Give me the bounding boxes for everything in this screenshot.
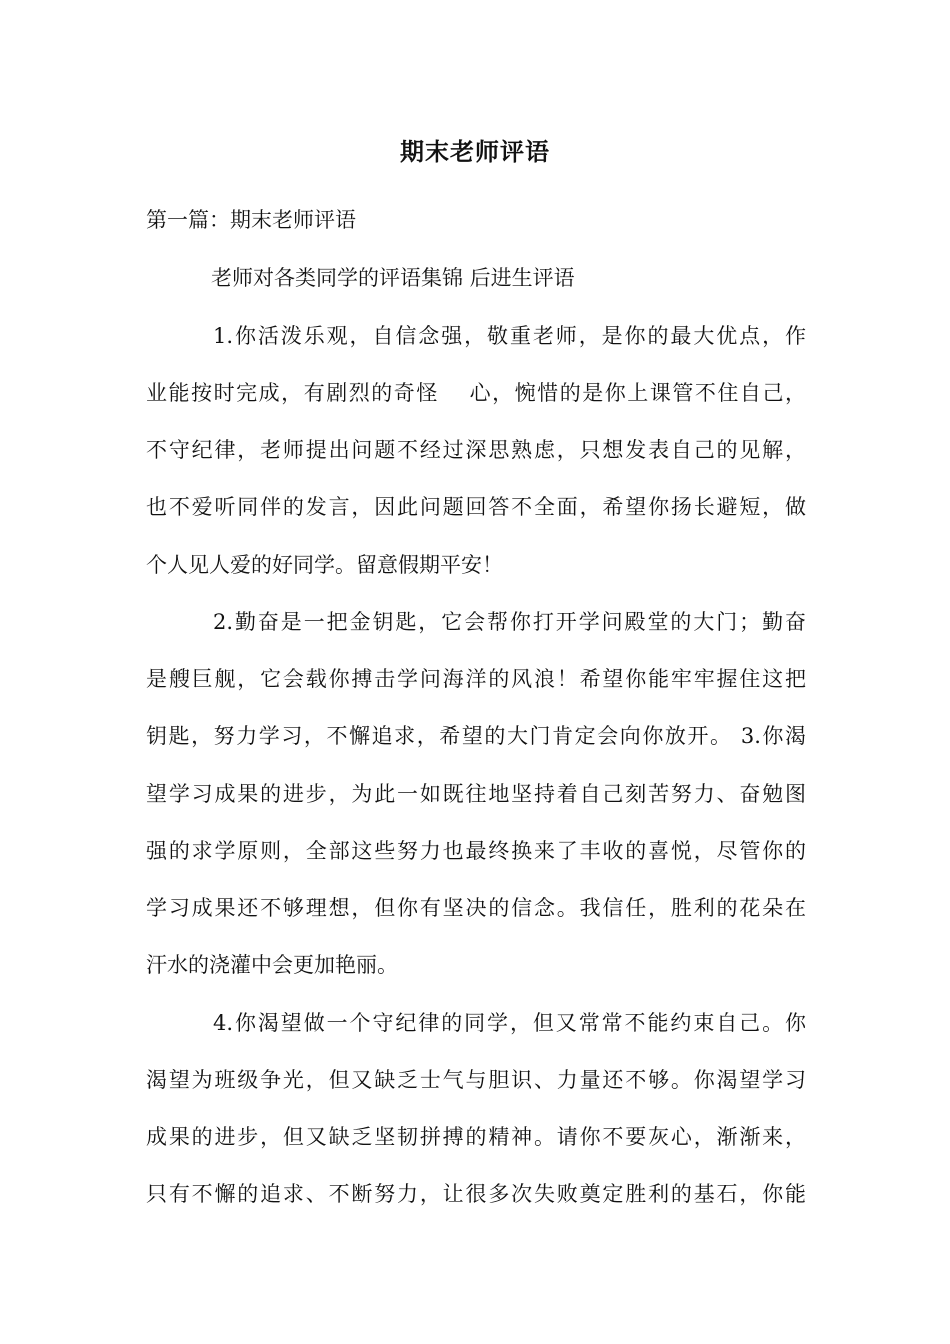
paragraph-line: 4.你渴望做一个守纪律的同学，但又常常不能约束自己。你 bbox=[213, 1011, 806, 1035]
paragraph-line: 钥匙，努力学习，不懈追求，希望的大门肯定会向你放开。 3.你渴 bbox=[146, 724, 806, 748]
paragraph-line: 渴望为班级争光，但又缺乏士气与胆识、力量还不够。你渴望学习 bbox=[146, 1068, 806, 1092]
paragraph-line: 望学习成果的进步，为此一如既往地坚持着自己刻苦努力、奋勉图 bbox=[146, 782, 806, 806]
paragraph-line: 汗水的浇灌中会更加艳丽。 bbox=[146, 953, 398, 977]
paragraph-line: 不守纪律，老师提出问题不经过深思熟虑，只想发表自己的见解， bbox=[146, 438, 806, 462]
paragraph-line: 强的求学原则，全部这些努力也最终换来了丰收的喜悦，尽管你的 bbox=[146, 839, 806, 863]
subtitle-line: 老师对各类同学的评语集锦 后进生评语 bbox=[211, 266, 575, 290]
paragraph-line: 也不爱听同伴的发言，因此问题回答不全面，希望你扬长避短，做 bbox=[146, 495, 806, 519]
paragraph-line: 1.你活泼乐观，自信念强，敬重老师，是你的最大优点，作 bbox=[213, 324, 806, 348]
section-heading: 第一篇：期末老师评语 bbox=[146, 208, 356, 232]
document-title: 期末老师评语 bbox=[400, 138, 550, 166]
paragraph-line: 个人见人爱的好同学。留意假期平安！ bbox=[146, 553, 503, 577]
paragraph-line: 2.勤奋是一把金钥匙，它会帮你打开学问殿堂的大门；勤奋 bbox=[213, 610, 806, 634]
paragraph-line: 只有不懈的追求、不断努力，让很多次失败奠定胜利的基石，你能 bbox=[146, 1182, 806, 1206]
paragraph-line: 学习成果还不够理想，但你有坚决的信念。我信任，胜利的花朵在 bbox=[146, 896, 806, 920]
paragraph-line: 成果的进步，但又缺乏坚韧拼搏的精神。请你不要灰心，渐渐来， bbox=[146, 1125, 806, 1149]
paragraph-line: 是艘巨舰，它会载你搏击学问海洋的风浪！希望你能牢牢握住这把 bbox=[146, 667, 806, 691]
paragraph-line: 业能按时完成，有剧烈的奇怪 心，惋惜的是你上课管不住自己， bbox=[146, 381, 806, 405]
